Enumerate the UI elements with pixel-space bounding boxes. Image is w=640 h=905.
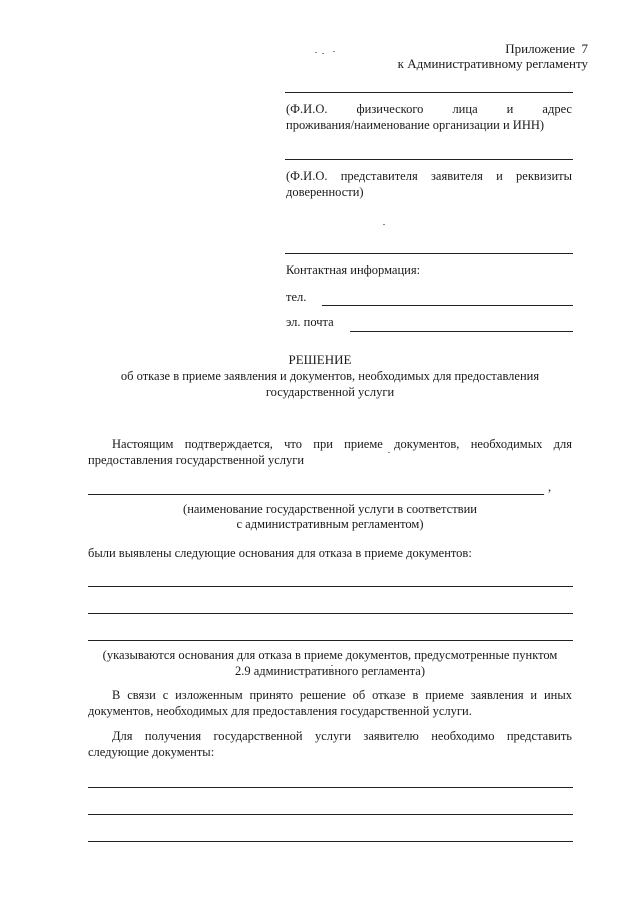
- representative-line: [285, 253, 573, 254]
- appendix-number: Приложение 7: [505, 41, 588, 56]
- confirmation-paragraph-2: предоставления государственной услуги: [88, 453, 305, 467]
- scan-speck: [333, 51, 335, 52]
- grounds-line-2: [88, 613, 573, 614]
- grounds-line-3: [88, 640, 573, 641]
- service-name-caption: (наименование государственной услуги в соответствии: [183, 502, 477, 516]
- applicant-org-line: [285, 159, 573, 160]
- grounds-intro: были выявлены следующие основания для отказа в приеме документов:: [88, 546, 472, 560]
- scan-speck: [322, 53, 324, 54]
- confirmation-paragraph: Настоящим подтверждается, что при приеме документов, необходимых для: [112, 437, 572, 451]
- refusal-paragraph-2: документов, необходимых для предоставления государственной услуги.: [88, 704, 472, 718]
- decision-subtitle: об отказе в приеме заявления и документов, необходимых для предоставления: [120, 369, 540, 383]
- email-label: эл. почта: [286, 315, 334, 329]
- grounds-line-1: [88, 586, 573, 587]
- decision-title: РЕШЕНИЕ: [288, 352, 352, 367]
- service-line-comma: ,: [548, 480, 552, 494]
- required-docs-paragraph-2: следующие документы:: [88, 745, 215, 759]
- service-name-caption-2: с административным регламентом): [236, 517, 424, 531]
- representative-caption: (Ф.И.О. представителя заявителя и реквизиты: [286, 169, 572, 183]
- representative-caption-2: доверенности): [286, 185, 364, 199]
- phone-field-line: [322, 305, 573, 306]
- grounds-caption-2: 2.9 административного регламента): [234, 664, 425, 678]
- scan-speck: [315, 52, 317, 53]
- service-name-line: [88, 494, 544, 495]
- required-docs-line-1: [88, 787, 573, 788]
- appendix-reference: к Административному регламенту: [397, 56, 588, 71]
- refusal-paragraph: В связи с изложенным принято решение об отказе в приеме заявления и иных: [112, 688, 572, 702]
- grounds-caption: (указываются основания для отказа в приеме документов, предусмотренные пунктом: [102, 648, 558, 662]
- contact-info-label: Контактная информация:: [286, 263, 421, 277]
- email-field-line: [350, 331, 573, 332]
- required-docs-line-2: [88, 814, 573, 815]
- required-docs-paragraph: Для получения государственной услуги заявителю необходимо представить: [112, 729, 572, 743]
- required-docs-line-3: [88, 841, 573, 842]
- decision-subtitle-2: государственной услуги: [265, 385, 395, 399]
- applicant-name-line: [285, 92, 573, 93]
- scan-speck: [383, 224, 385, 225]
- phone-label: тел.: [286, 290, 307, 304]
- applicant-name-caption: (Ф.И.О. физического лица и адрес: [286, 102, 572, 116]
- applicant-name-caption-2: проживания/наименование организации и ИНН): [286, 118, 545, 132]
